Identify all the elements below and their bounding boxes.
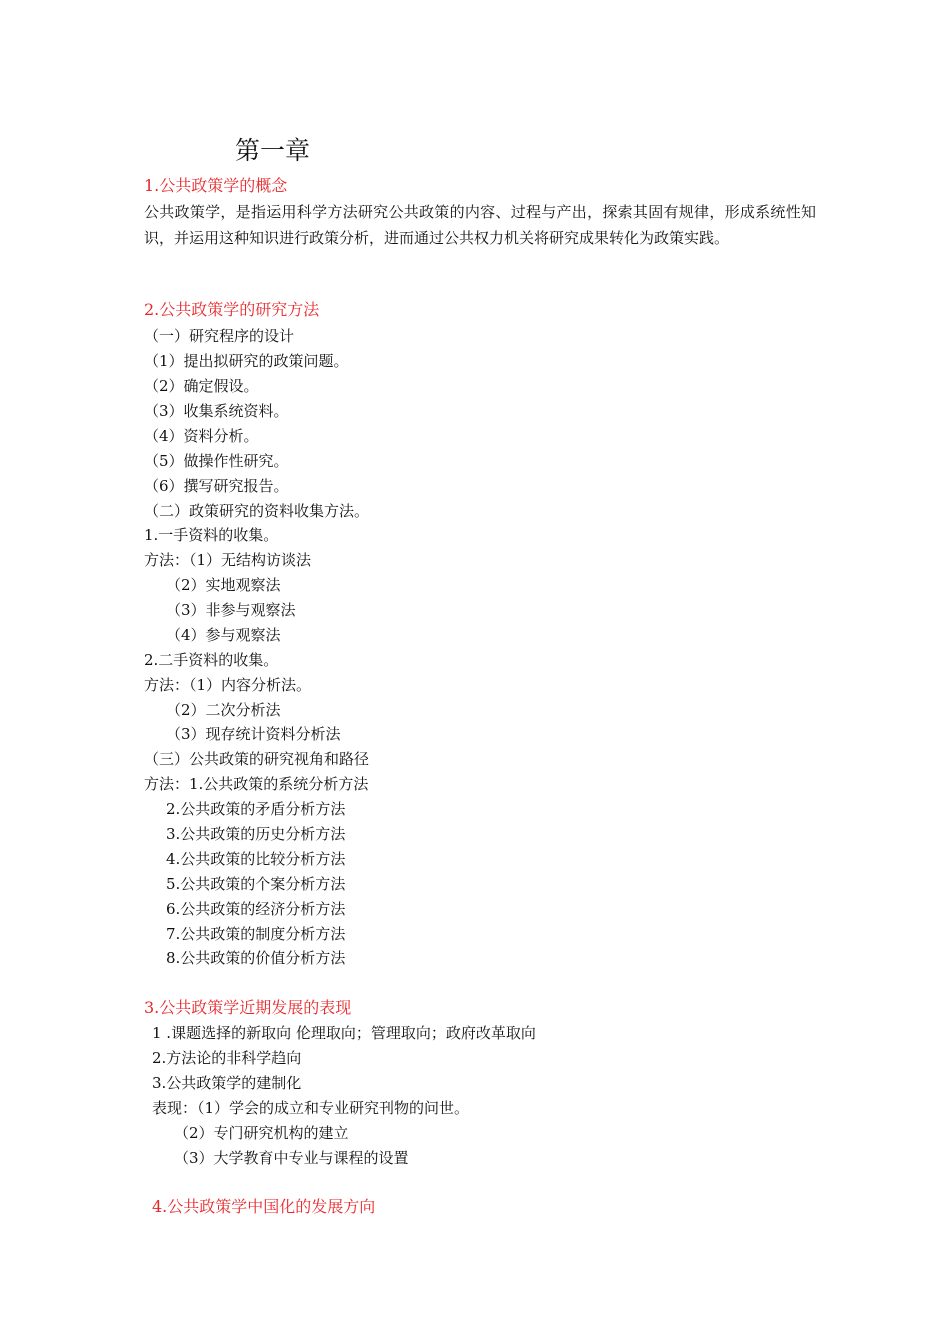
section-1-paragraph: 公共政策学，是指运用科学方法研究公共政策的内容、过程与产出，探索其固有规律，形成系统性知识，并运用这种知识进行政策分析，进而通过公共权力机关将研究成果转化为政策实践。 — [144, 203, 816, 247]
section-1-heading: 1.公共政策学的概念 — [144, 176, 288, 195]
list-item: （3）大学教育中专业与课程的设置 — [174, 1149, 409, 1167]
list-item: 2.方法论的非科学趋向 — [152, 1049, 302, 1067]
list-item: 表现：（1）学会的成立和专业研究刊物的问世。 — [152, 1099, 470, 1117]
list-item: 4.公共政策的比较分析方法 — [166, 850, 346, 868]
list-item: （2）实地观察法 — [166, 576, 281, 594]
list-item: 方法：（1）无结构访谈法 — [144, 551, 312, 569]
list-item: （6）撰写研究报告。 — [144, 477, 289, 495]
list-item: （3）收集系统资料。 — [144, 402, 289, 420]
list-item: （5）做操作性研究。 — [144, 452, 289, 470]
list-item: （3）非参与观察法 — [166, 601, 296, 619]
list-item: 2.公共政策的矛盾分析方法 — [166, 800, 346, 818]
list-item: （2）二次分析法 — [166, 701, 281, 719]
list-item: 方法：1.公共政策的系统分析方法 — [144, 775, 369, 793]
list-item: 7.公共政策的制度分析方法 — [166, 925, 346, 943]
list-item: （三）公共政策的研究视角和路径 — [144, 750, 370, 768]
list-item: （一）研究程序的设计 — [144, 327, 295, 345]
list-item: 5.公共政策的个案分析方法 — [166, 875, 346, 893]
list-item: 3.公共政策学的建制化 — [152, 1074, 302, 1092]
list-item: （2）专门研究机构的建立 — [174, 1124, 349, 1142]
list-item: 6.公共政策的经济分析方法 — [166, 900, 346, 918]
section-4-heading: 4.公共政策学中国化的发展方向 — [152, 1197, 376, 1216]
list-item: （4）参与观察法 — [166, 626, 281, 644]
section-3-heading: 3.公共政策学近期发展的表现 — [144, 998, 352, 1017]
section-2-heading: 2.公共政策学的研究方法 — [144, 300, 320, 319]
list-item: 3.公共政策的历史分析方法 — [166, 825, 346, 843]
list-item: 1 .课题选择的新取向 伦理取向；管理取向；政府改革取向 — [152, 1024, 536, 1042]
list-item: （3）现存统计资料分析法 — [166, 725, 341, 743]
list-item: （2）确定假设。 — [144, 377, 259, 395]
chapter-title: 第一章 — [235, 136, 311, 165]
list-item: 8.公共政策的价值分析方法 — [166, 949, 346, 967]
list-item: 1.一手资料的收集。 — [144, 526, 279, 544]
list-item: （1）提出拟研究的政策问题。 — [144, 352, 349, 370]
list-item: （4）资料分析。 — [144, 427, 259, 445]
list-item: 2.二手资料的收集。 — [144, 651, 279, 669]
list-item: 方法：（1）内容分析法。 — [144, 676, 312, 694]
list-item: （二）政策研究的资料收集方法。 — [144, 502, 370, 520]
